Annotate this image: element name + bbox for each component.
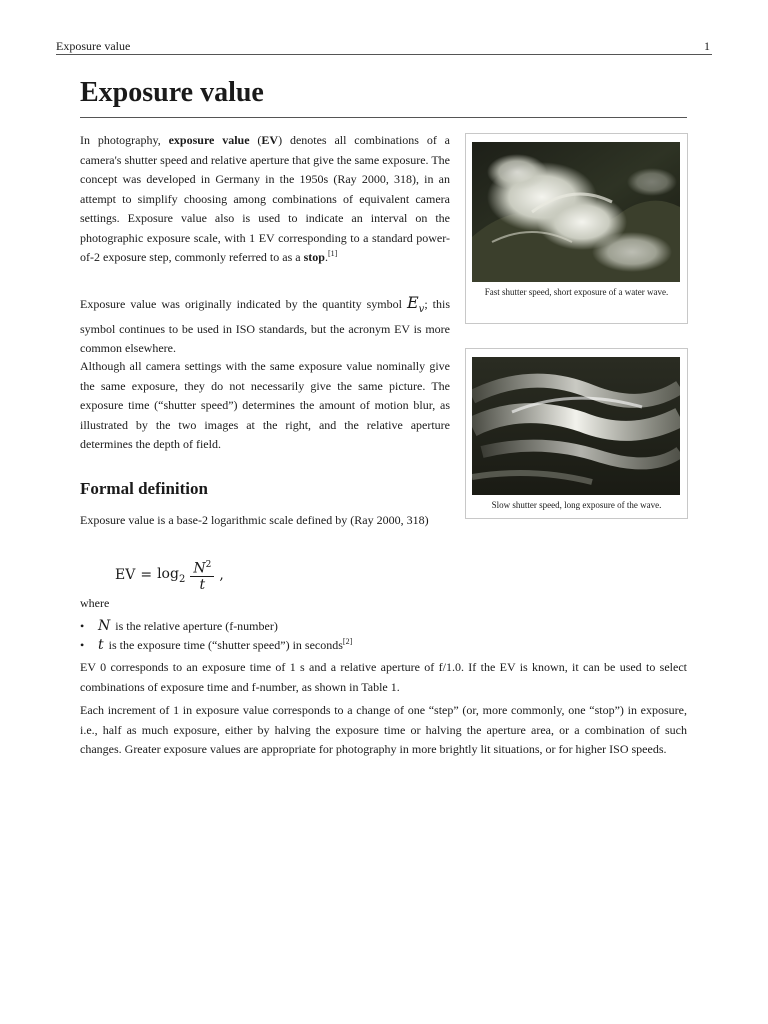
intro-paragraph-3: Although all camera settings with the same exposure value nominally give the same exposure, they do not necessarily give the same picture. The exposure time (“shutter speed”) determines the amount of motion blur, as illustrated by the two images at the right, and the relative aperture determines the depth of field. (80, 359, 450, 451)
variable-list (80, 617, 352, 655)
figure-slow-shutter (465, 348, 688, 519)
running-header-title: Exposure value (56, 39, 131, 53)
bullet-icon: • (80, 638, 85, 652)
bullet-icon: • (80, 619, 85, 633)
symbol-ev: $E_v$ (406, 293, 425, 316)
intro-paragraph-1: In photography, exposure value (EV) denotes all combinations of a camera's shutter speed and relative aperture that give the same exposure. The concept was developed in Germany in the 1950s (Ray 2000, 318), in an attempt to simplify choosing among combinations of equivalent camera settings. Exposure value also is used to indicate an interval on the photographic exposure scale, with 1 EV corresponding to a standard power-of-2 exposure step, commonly referred to as a stop.[1] (80, 133, 450, 264)
formula-fraction: $\frac{N^2}{t}$ (190, 557, 214, 594)
ev-zero-paragraph: EV 0 corresponds to an exposure time of 1 s and a relative aperture of f/1.0. If the EV is known, it can be used to select combinations of exposure time and f-number, as shown in Table 1. (80, 660, 687, 694)
title-divider (80, 117, 687, 118)
running-header (56, 38, 712, 55)
intro-paragraph-2: Exposure value was originally indicated by the quantity symbol $E_v$; this symbol continues to be used in ISO standards, but the acronym EV is more common elsewhere. (80, 293, 451, 356)
term-exposure-value: exposure value (168, 133, 250, 147)
article-title: Exposure value (80, 77, 264, 108)
where-label: where (80, 596, 110, 610)
term-stop: stop (303, 250, 325, 264)
figure-caption: Fast shutter speed, short exposure of a water wave. (484, 287, 669, 297)
list-item: • N is the relative aperture (f-number) (80, 618, 278, 634)
term-ev: EV (261, 133, 279, 147)
water-wave-photo-slow[interactable] (472, 357, 680, 495)
ev-formula: EV = $\log_2$ $\frac{N^2}{t}$ , (115, 555, 224, 595)
citation-2[interactable]: [2] (342, 637, 353, 646)
figure-fast-shutter (465, 133, 688, 324)
citation-1[interactable]: [1] (327, 249, 338, 258)
section-heading-formal-definition: Formal definition (80, 479, 208, 498)
figure-caption: Slow shutter speed, long exposure of the wave. (491, 500, 662, 510)
list-item: • t is the exposure time (“shutter speed”) in seconds[2] (80, 637, 353, 653)
increment-paragraph: Each increment of 1 in exposure value corresponds to a change of one “step” (or, more commonly, one “stop”) in exposure, i.e., half as much exposure, either by halving the exposure time or halving the aperture area, or a combination of such changes. Greater exposure values are appropriate for photography in more brightly lit situations, or for higher ISO speeds. (80, 703, 687, 756)
water-wave-photo-fast[interactable] (472, 142, 680, 282)
page-number: 1 (704, 39, 710, 53)
definition-paragraph: Exposure value is a base-2 logarithmic scale defined by (Ray 2000, 318) (80, 513, 429, 527)
